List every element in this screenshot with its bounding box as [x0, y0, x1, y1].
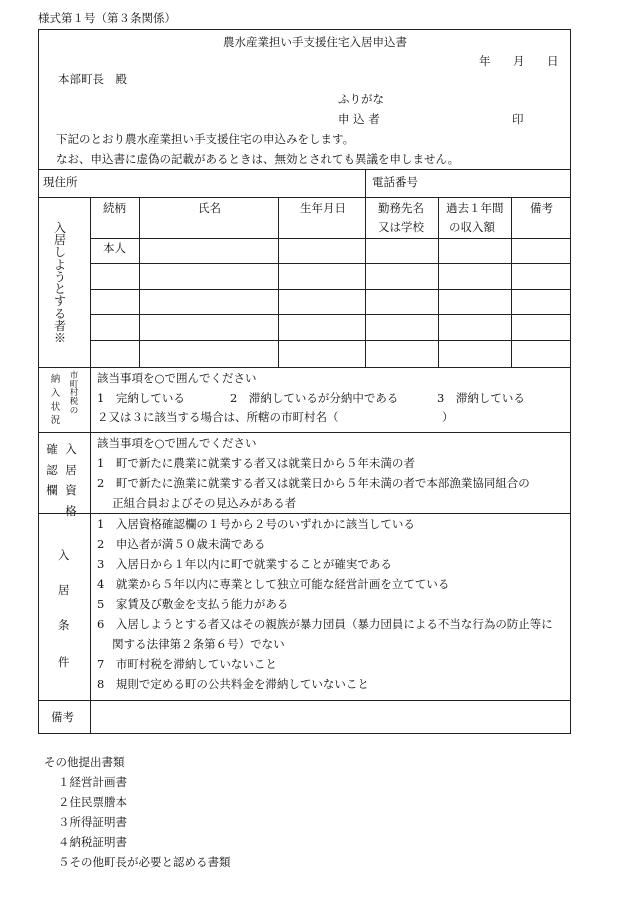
header-name: 氏名: [198, 201, 221, 215]
tax-option-3: 3 滞納している: [437, 391, 525, 405]
condition-item: 関する法律第２条第６号）でない: [97, 637, 285, 651]
condition-item: 7 市町村税を滞納していないこと: [97, 657, 277, 671]
divider: [278, 197, 279, 367]
table-row: [90, 263, 571, 264]
divider: [139, 197, 140, 367]
divider: [38, 367, 571, 368]
other-docs-title: その他提出書類: [44, 755, 125, 769]
tax-instruction: 該当事項を○で囲んでください: [97, 371, 257, 385]
other-doc-item: ４納税証明書: [58, 835, 127, 849]
furigana-label: ふりがな: [338, 92, 384, 106]
table-row: [90, 340, 571, 341]
eligibility-instruction: 該当事項を○で囲んでください: [97, 436, 257, 450]
header-workplace: 又は学校: [378, 220, 424, 234]
condition-item: 1 入居資格確認欄の１号から２号のいずれかに該当している: [97, 517, 415, 531]
form-number-label: 様式第１号（第３条関係）: [38, 11, 176, 25]
date-month: 月: [513, 54, 525, 68]
table-row: [90, 314, 571, 315]
date-year: 年: [479, 54, 491, 68]
divider: [438, 197, 439, 367]
other-doc-item: ５その他町長が必要と認める書類: [58, 855, 231, 869]
condition-item: 2 申込者が満５０歳未満である: [97, 537, 266, 551]
date-day: 日: [547, 54, 559, 68]
eligibility-label-right: 入居資格: [65, 442, 77, 519]
tax-option-1: 1 完納している: [97, 391, 185, 405]
address-label: 現住所: [43, 175, 78, 189]
other-doc-item: ３所得証明書: [58, 815, 127, 829]
header-relation: 続柄: [103, 201, 126, 215]
conditions-label: 件: [58, 655, 70, 669]
header-income: の収入額: [449, 220, 495, 234]
tax-label-left: 納入状況: [50, 374, 61, 427]
applicant-label: 申 込 者: [338, 112, 380, 126]
condition-item: 6 入居しようとする者又はその親族が暴力団員（暴力団員による不当な行為の防止等に: [97, 617, 553, 631]
form-title: 農水産業担い手支援住宅入居申込書: [223, 35, 407, 49]
tax-option-2: 2 滞納しているが分納中である: [230, 391, 399, 405]
table-row: [90, 238, 571, 239]
row-relation-self: 本人: [103, 241, 126, 255]
conditions-label: 条: [58, 618, 70, 632]
addressee: 本部町長 殿: [58, 72, 127, 86]
header-workplace: 勤務先名: [378, 201, 424, 215]
remarks-label: 備考: [51, 710, 74, 724]
eligibility-item: 正組合員およびその見込みがある者: [97, 496, 297, 510]
divider: [365, 169, 366, 197]
residents-side-label: 入居しようとする者※: [53, 221, 66, 346]
table-row: [90, 289, 571, 290]
conditions-label: 居: [58, 583, 70, 597]
divider: [38, 700, 571, 701]
eligibility-label-left: 確認欄: [46, 442, 58, 498]
condition-item: 8 規則で定める町の公共料金を滞納していないこと: [97, 677, 369, 691]
tax-label-right: 市町村税の: [69, 371, 79, 416]
intro-text-1: 下記のとおり農水産業担い手支援住宅の申込みをします。: [56, 132, 355, 146]
condition-item: 4 就業から５年以内に専業として独立可能な経営計画を立てている: [97, 577, 450, 591]
condition-item: 3 入居日から１年以内に町で就業することが確実である: [97, 557, 392, 571]
divider: [365, 197, 366, 367]
divider: [90, 197, 91, 734]
seal-mark: 印: [512, 112, 524, 126]
other-doc-item: １経営計画書: [58, 775, 127, 789]
other-doc-item: ２住民票謄本: [58, 795, 127, 809]
conditions-label: 入: [58, 548, 70, 562]
divider: [38, 197, 571, 198]
header-income: 過去１年間: [446, 201, 504, 215]
condition-item: 5 家賃及び敷金を支払う能力がある: [97, 597, 289, 611]
tax-note: ２又は３に該当する場合は、所轄の市町村名（ ）: [97, 410, 454, 424]
intro-text-2: なお、申込書に虚偽の記載があるときは、無効とされても異議を申しません。: [56, 152, 460, 166]
divider: [38, 513, 571, 514]
divider: [511, 197, 512, 367]
header-birthdate: 生年月日: [300, 201, 346, 215]
divider: [38, 432, 571, 433]
header-remarks: 備考: [530, 201, 553, 215]
eligibility-item: 2 町で新たに漁業に就業する者又は就業日から５年未満の者で本部漁業協同組合の: [97, 476, 530, 490]
divider: [38, 169, 571, 170]
eligibility-item: 1 町で新たに農業に就業する者又は就業日から５年未満の者: [97, 456, 415, 470]
phone-label: 電話番号: [372, 175, 418, 189]
